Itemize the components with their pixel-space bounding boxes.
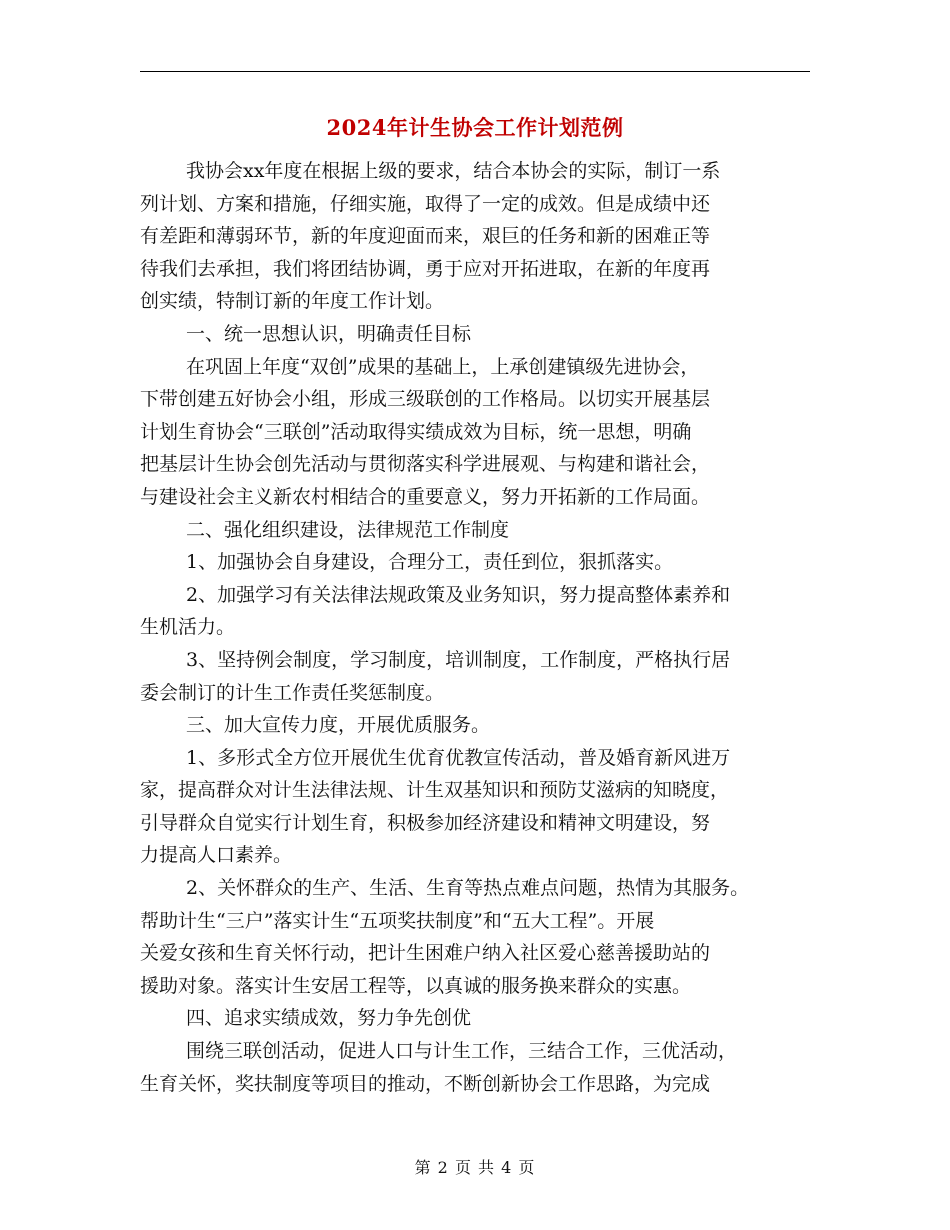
- list-item-line: 1、多形式全方位开展优生优育优教宣传活动，普及婚育新风进万: [186, 746, 731, 769]
- section-heading: 四、追求实绩成效，努力争先创优: [186, 1007, 472, 1030]
- paragraph-line: 引导群众自觉实行计划生育，积极参加经济建设和精神文明建设，努: [140, 811, 711, 834]
- paragraph-line: 围绕三联创活动，促进人口与计生工作，三结合工作，三优活动，: [186, 1040, 738, 1063]
- paragraph-line: 列计划、方案和措施，仔细实施，取得了一定的成效。但是成绩中还: [140, 192, 711, 215]
- paragraph-line: 生机活力。: [140, 616, 236, 639]
- paragraph-line: 下带创建五好协会小组，形成三级联创的工作格局。以切实开展基层: [140, 388, 711, 411]
- list-item-line: 3、坚持例会制度，学习制度，培训制度，工作制度，严格执行居: [186, 648, 731, 671]
- paragraph-line: 帮助计生“三户”落实计生“五项奖扶制度”和“五大工程”。开展: [140, 909, 655, 932]
- list-item-line: 2、关怀群众的生产、生活、生育等热点难点问题，热情为其服务。: [186, 877, 750, 900]
- paragraph-line: 关爱女孩和生育关怀行动，把计生困难户纳入社区爱心慈善援助站的: [140, 942, 711, 965]
- section-heading: 一、统一思想认识，明确责任目标: [186, 322, 472, 345]
- document-body: [140, 155, 820, 1100]
- paragraph-line: 委会制订的计生工作责任奖惩制度。: [140, 681, 445, 704]
- paragraph-line: 我协会xx年度在根据上级的要求，结合本协会的实际，制订一系: [186, 160, 721, 182]
- paragraph-line: 生育关怀，奖扶制度等项目的推动，不断创新协会工作思路，为完成: [140, 1072, 711, 1095]
- list-item-line: 2、加强学习有关法律法规政策及业务知识，努力提高整体素养和: [186, 583, 731, 606]
- paragraph-line: 与建设社会主义新农村相结合的重要意义，努力开拓新的工作局面。: [140, 485, 711, 508]
- page-number-footer: 第 2 页 共 4 页: [414, 1158, 536, 1177]
- paragraph-line: 计划生育协会“三联创”活动取得实绩成效为目标，统一思想，明确: [140, 420, 692, 443]
- paragraph-line: 创实绩，特制订新的年度工作计划。: [140, 290, 445, 313]
- paragraph-line: 在巩固上年度“双创”成果的基础上，上承创建镇级先进协会，: [186, 355, 700, 378]
- paragraph-line: 有差距和薄弱环节，新的年度迎面而来，艰巨的任务和新的困难正等: [140, 225, 711, 248]
- paragraph-line: 力提高人口素养。: [140, 844, 293, 867]
- header-rule: [140, 71, 810, 72]
- section-heading: 二、强化组织建设，法律规范工作制度: [186, 518, 510, 541]
- list-item-line: 1、加强协会自身建设，合理分工，责任到位，狠抓落实。: [186, 551, 674, 574]
- section-heading: 三、加大宣传力度，开展优质服务。: [186, 714, 491, 737]
- paragraph-line: 待我们去承担，我们将团结协调，勇于应对开拓进取，在新的年度再: [140, 257, 711, 280]
- paragraph-line: 把基层计生协会创先活动与贯彻落实科学进展观、与构建和谐社会，: [140, 453, 711, 476]
- paragraph-line: 家，提高群众对计生法律法规、计生双基知识和预防艾滋病的知晓度，: [140, 779, 730, 802]
- paragraph-line: 援助对象。落实计生安居工程等，以真诚的服务换来群众的实惠。: [140, 974, 692, 997]
- document-title: 2024年计生协会工作计划范例: [326, 115, 624, 140]
